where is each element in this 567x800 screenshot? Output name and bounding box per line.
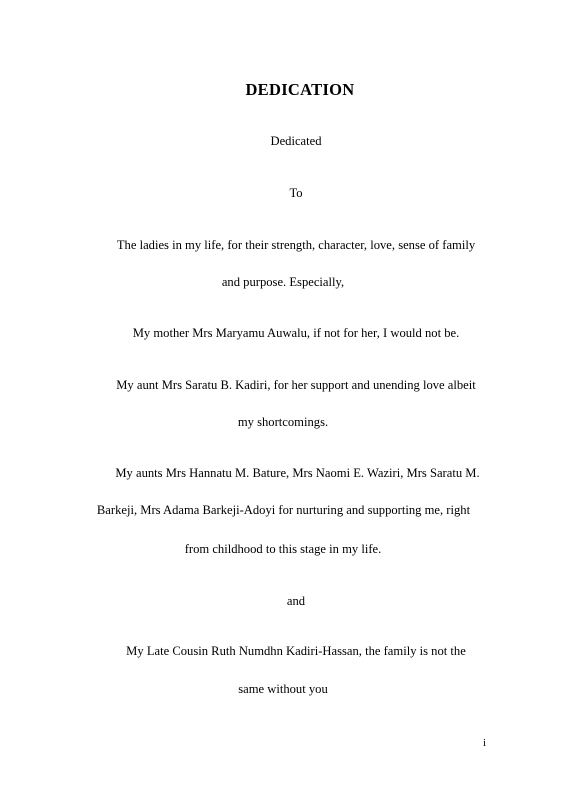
cousin-paragraph-line-2: same without you xyxy=(238,682,328,696)
cousin-paragraph-line-1: My Late Cousin Ruth Numdhn Kadiri-Hassan, the family is not the xyxy=(126,644,466,658)
ladies-paragraph-line-2: and purpose. Especially, xyxy=(221,275,345,289)
dedicated-text: Dedicated xyxy=(270,134,322,148)
page-number: i xyxy=(483,737,487,749)
page-title: DEDICATION xyxy=(245,80,355,99)
to-text: To xyxy=(289,186,303,200)
aunts-paragraph-line-2: Barkeji, Mrs Adama Barkeji-Adoyi for nurturing and supporting me, right xyxy=(96,503,471,517)
aunts-paragraph-line-1: My aunts Mrs Hannatu M. Bature, Mrs Naomi E. Waziri, Mrs Saratu M. xyxy=(115,466,480,480)
ladies-paragraph-line-1: The ladies in my life, for their strength, character, love, sense of family xyxy=(116,238,476,252)
and-text: and xyxy=(286,594,306,608)
aunt-paragraph-line-2: my shortcomings. xyxy=(237,415,329,429)
mother-paragraph: My mother Mrs Maryamu Auwalu, if not for her, I would not be. xyxy=(132,326,460,340)
aunt-paragraph-line-1: My aunt Mrs Saratu B. Kadiri, for her support and unending love albeit xyxy=(116,378,476,392)
aunts-paragraph-line-3: from childhood to this stage in my life. xyxy=(184,542,382,556)
